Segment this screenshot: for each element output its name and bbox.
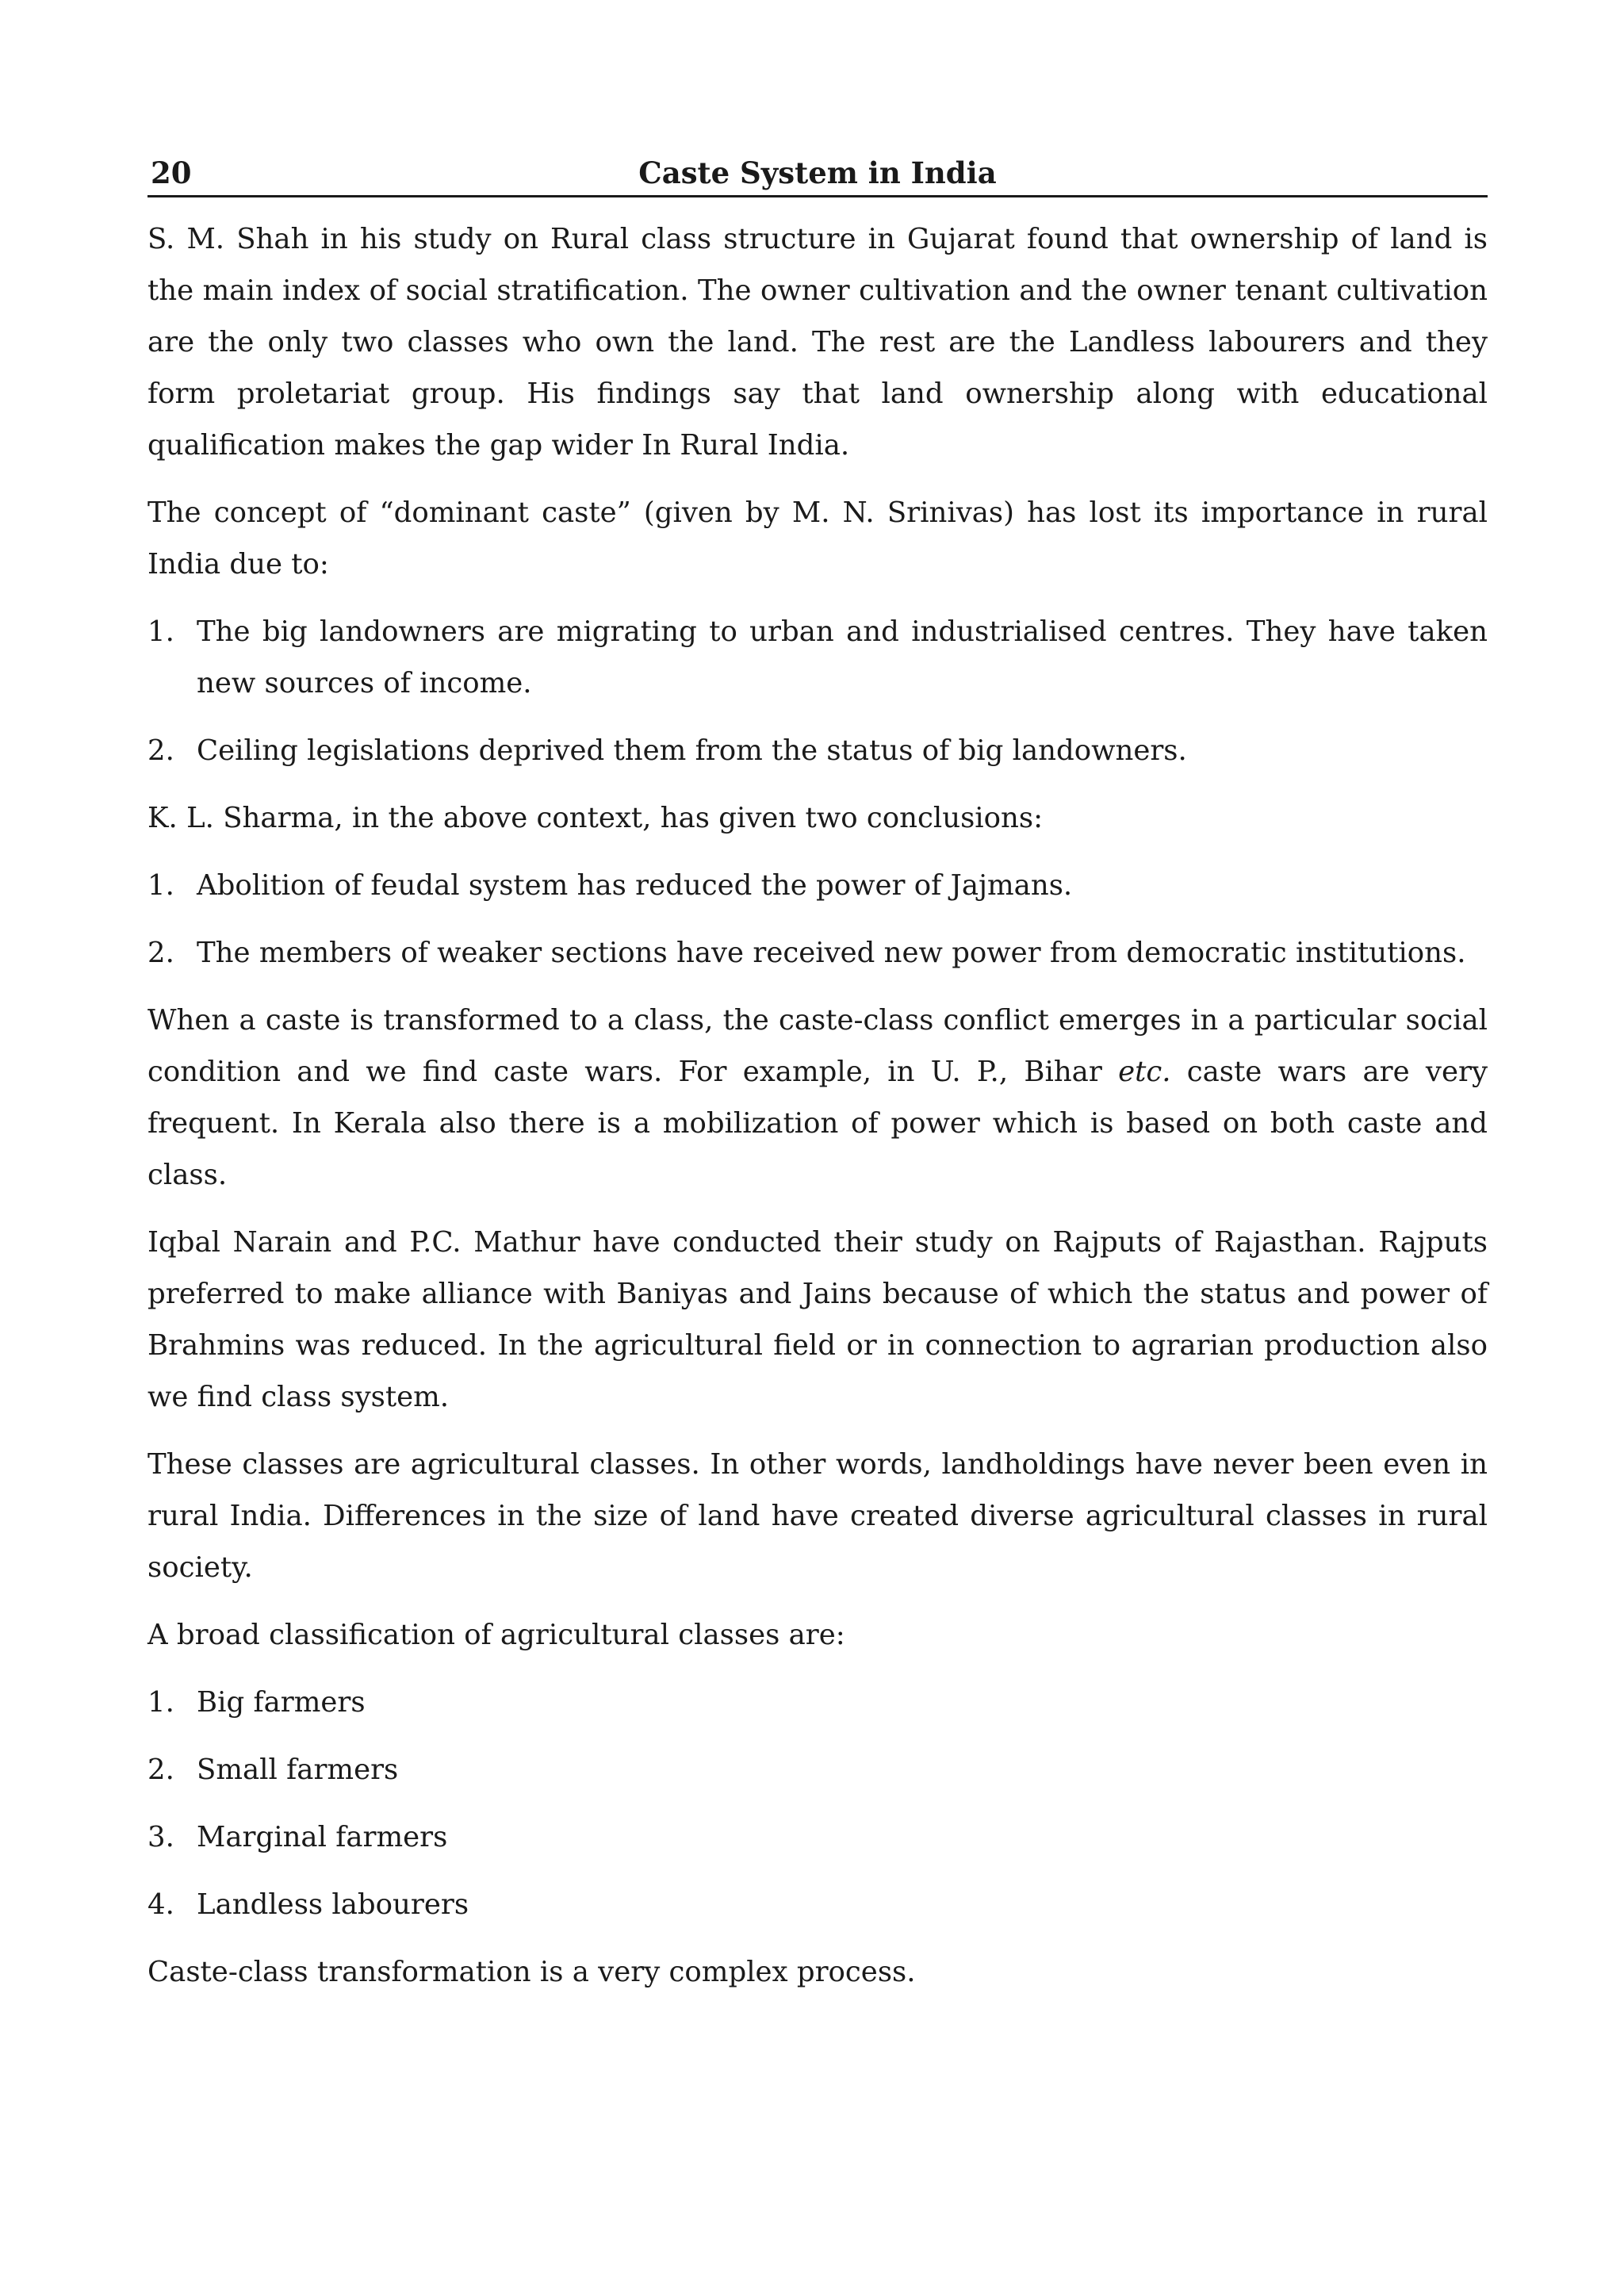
page-number: 20 bbox=[151, 155, 192, 190]
list-item-text: Small farmers bbox=[197, 1754, 399, 1786]
list-item bbox=[147, 927, 1488, 979]
paragraph bbox=[147, 995, 1488, 1201]
italic-text: etc. bbox=[1118, 1056, 1171, 1088]
paragraph-text: When a caste is transformed to a class, the caste-class conflict emerges in a particular social condition and we find caste wars. For example, in U. P., Bihar bbox=[147, 1004, 1488, 1088]
body-text bbox=[147, 213, 1488, 1998]
paragraph: S. M. Shah in his study on Rural class structure in Gujarat found that ownership of land is the main index of social stratification. The owner cultivation and the owner tenant cultivation are the only two classes who own the land. The rest are the Landless labourers and they form proletariat group. His findings say that land ownership along with educational qualification makes the gap wider In Rural India. bbox=[147, 223, 1488, 462]
paragraph-text: caste wars are very frequent. In Kerala also there is a mobilization of power which is based on both caste and class. bbox=[147, 1056, 1488, 1191]
list-number: 1. bbox=[147, 615, 174, 648]
list-item bbox=[147, 1879, 1488, 1930]
list-item-text: Abolition of feudal system has reduced the power of Jajmans. bbox=[197, 869, 1073, 902]
running-header bbox=[147, 151, 1488, 197]
list-item-text: The big landowners are migrating to urban and industrialised centres. They have taken new sources of income. bbox=[197, 615, 1488, 700]
list-item-text: The members of weaker sections have received new power from democratic institutions. bbox=[197, 937, 1466, 969]
paragraph: The concept of “dominant caste” (given by M. N. Srinivas) has lost its importance in rural India due to: bbox=[147, 496, 1488, 581]
list-item bbox=[147, 1677, 1488, 1728]
list-number: 1. bbox=[147, 1686, 174, 1719]
numbered-list bbox=[147, 860, 1488, 979]
list-item bbox=[147, 606, 1488, 709]
paragraph: These classes are agricultural classes. In other words, landholdings have never been even in rural India. Differences in the size of land have created diverse agricultural classes in rural society. bbox=[147, 1448, 1488, 1584]
list-item-text: Marginal farmers bbox=[197, 1821, 448, 1853]
list-number: 3. bbox=[147, 1821, 174, 1853]
list-item-text: Ceiling legislations deprived them from the status of big landowners. bbox=[197, 734, 1187, 767]
paragraph: Iqbal Narain and P.C. Mathur have conducted their study on Rajputs of Rajasthan. Rajputs preferred to make alliance with Baniyas and Jains because of which the status and power of Brahmins was reduced. In the agricultural field or in connection to agrarian production also we find class system. bbox=[147, 1226, 1488, 1413]
list-item-text: Landless labourers bbox=[197, 1888, 469, 1921]
list-number: 1. bbox=[147, 869, 174, 902]
list-item bbox=[147, 1744, 1488, 1796]
numbered-list bbox=[147, 606, 1488, 776]
list-item bbox=[147, 1811, 1488, 1863]
list-item bbox=[147, 725, 1488, 776]
list-number: 2. bbox=[147, 937, 174, 969]
paragraph: Caste-class transformation is a very complex process. bbox=[147, 1956, 916, 1988]
list-number: 2. bbox=[147, 734, 174, 767]
document-page bbox=[147, 151, 1488, 2014]
paragraph: A broad classification of agricultural classes are: bbox=[147, 1619, 845, 1651]
list-item-text: Big farmers bbox=[197, 1686, 366, 1719]
numbered-list bbox=[147, 1677, 1488, 1930]
running-title: Caste System in India bbox=[638, 155, 997, 190]
list-number: 4. bbox=[147, 1888, 174, 1921]
list-number: 2. bbox=[147, 1754, 174, 1786]
paragraph: K. L. Sharma, in the above context, has given two conclusions: bbox=[147, 802, 1044, 834]
list-item bbox=[147, 860, 1488, 911]
